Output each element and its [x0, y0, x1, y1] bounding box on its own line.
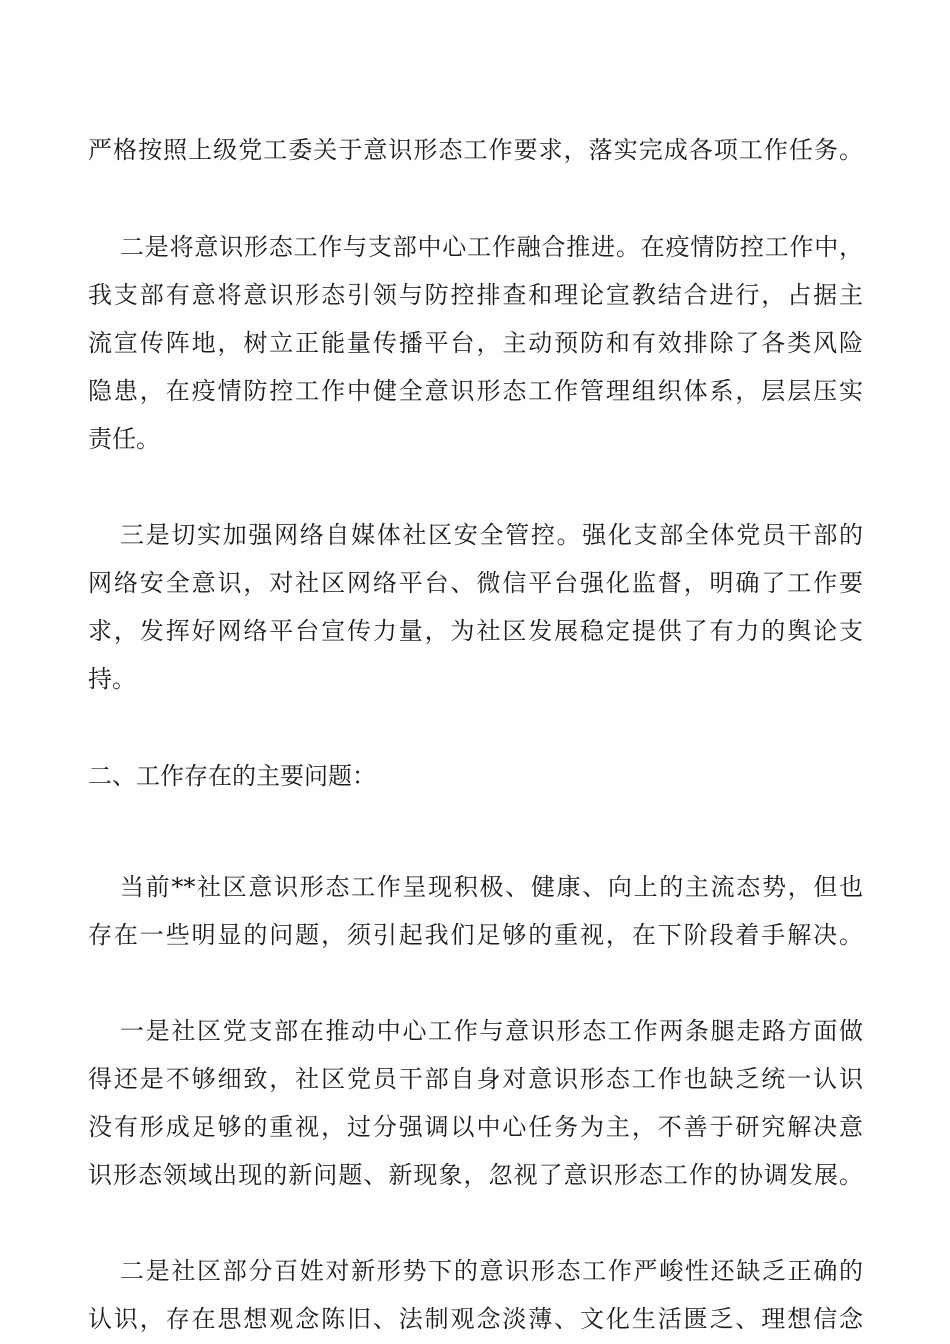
paragraph-line: 得还是不够细致，社区党员干部自身对意识形态工作也缺乏统一认识: [88, 1065, 863, 1093]
paragraph-line: 三是切实加强网络自媒体社区安全管控。强化支部全体党员干部的: [120, 521, 863, 549]
paragraph-line: 持。: [88, 665, 136, 693]
paragraph-line: 网络安全意识，对社区网络平台、微信平台强化监督，明确了工作要: [88, 569, 863, 597]
paragraph-line: 隐患，在疫情防控工作中健全意识形态工作管理组织体系，层层压实: [88, 377, 863, 405]
paragraph-line: 当前**社区意识形态工作呈现积极、健康、向上的主流态势，但也: [120, 873, 863, 901]
paragraph-line: 求，发挥好网络平台宣传力量，为社区发展稳定提供了有力的舆论支: [88, 617, 863, 645]
paragraph-line: 存在一些明显的问题，须引起我们足够的重视，在下阶段着手解决。: [88, 921, 863, 949]
paragraph-line: 我支部有意将意识形态引领与防控排查和理论宣教结合进行，占据主: [88, 281, 863, 309]
paragraph-line: 没有形成足够的重视，过分强调以中心任务为主，不善于研究解决意: [88, 1113, 863, 1141]
paragraph-line: 流宣传阵地，树立正能量传播平台，主动预防和有效排除了各类风险: [88, 329, 863, 357]
paragraph-line: 责任。: [88, 425, 160, 453]
paragraph-line: 认识，存在思想观念陈旧、法制观念淡薄、文化生活匮乏、理想信念: [88, 1305, 863, 1333]
paragraph-line: 严格按照上级党工委关于意识形态工作要求，落实完成各项工作任务。: [88, 136, 863, 164]
section-heading: 二、工作存在的主要问题：: [88, 762, 376, 790]
paragraph-line: 一是社区党支部在推动中心工作与意识形态工作两条腿走路方面做: [120, 1017, 863, 1045]
paragraph-line: 二是社区部分百姓对新形势下的意识形态工作严峻性还缺乏正确的: [120, 1257, 863, 1285]
paragraph-line: 识形态领域出现的新问题、新现象，忽视了意识形态工作的协调发展。: [88, 1161, 863, 1189]
paragraph-line: 二是将意识形态工作与支部中心工作融合推进。在疫情防控工作中，: [120, 233, 863, 261]
